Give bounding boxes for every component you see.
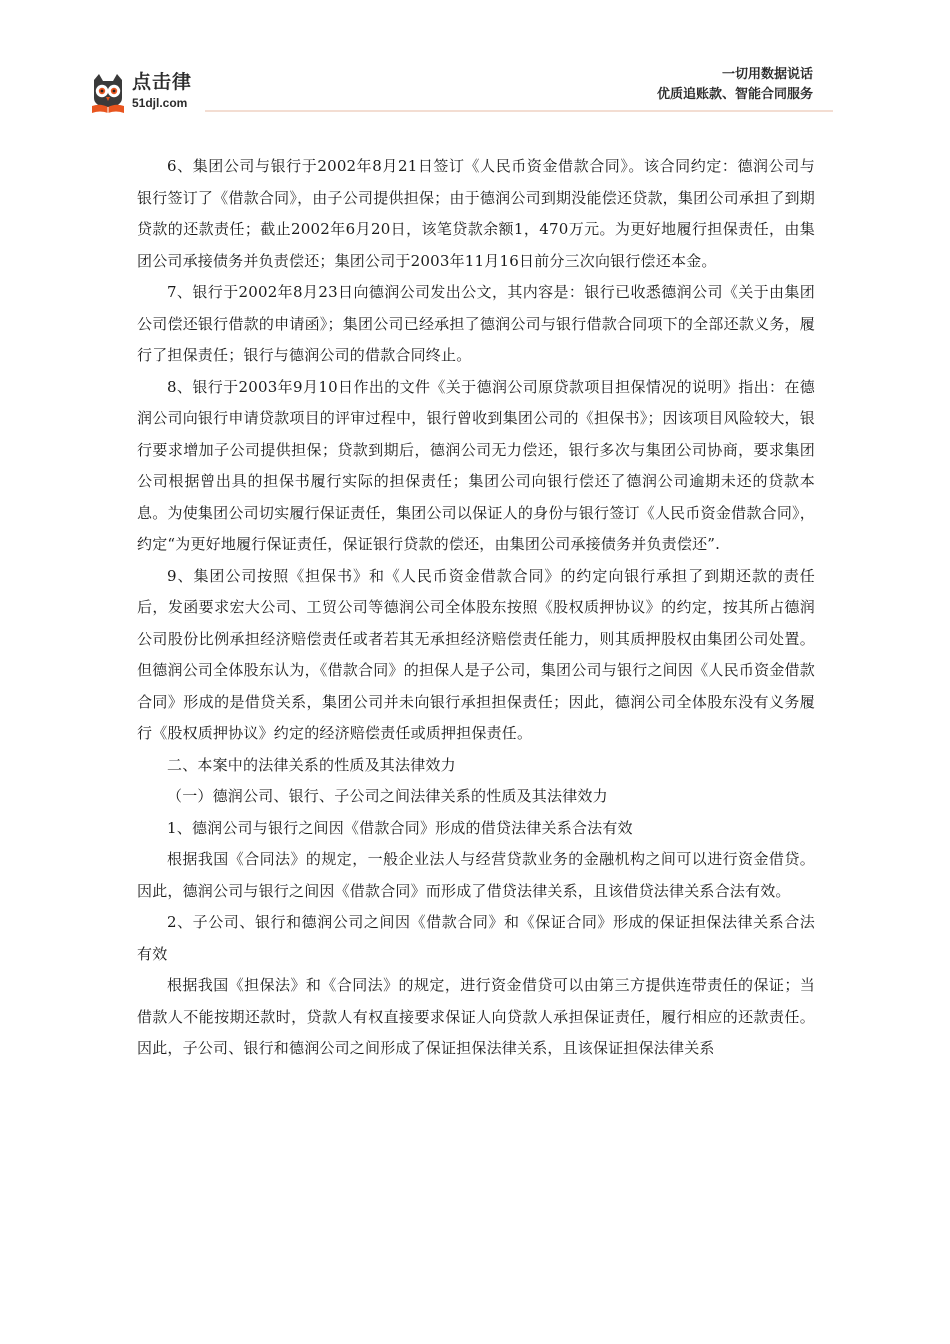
paragraph-point-1: 根据我国《合同法》的规定，一般企业法人与经营贷款业务的金融机构之间可以进行资金借贷。因此，德润公司与银行之间因《借款合同》而形成了借贷法律关系，且该借贷法律关系合法有效。 (137, 850, 815, 900)
page-header (0, 0, 950, 115)
header-tagline-secondary: 优质追账款、智能合同服务 (656, 87, 813, 102)
logo-domain: 51djl.com (132, 96, 188, 110)
header-divider (205, 110, 833, 112)
point-heading-1: 1、德润公司与银行之间因《借款合同》形成的借贷法律关系合法有效 (167, 818, 633, 837)
paragraph-item-6: 6、集团公司与银行于2002年8月21日签订《人民币资金借款合同》。该合同约定：德润公司与银行签订了《借款合同》，由子公司提供担保；由于德润公司到期没能偿还贷款，集团公司承担了到期贷款的还款责任；截止2002年6月20日，该笔贷款余额1，470万元。为更好地履行担保责任，由集团公司承接债务并负责偿还；集团公司于2003年11月16日前分三次向银行偿还本金。 (137, 157, 815, 270)
paragraph-point-2: 根据我国《担保法》和《合同法》的规定，进行资金借贷可以由第三方提供连带责任的保证；当借款人不能按期还款时，贷款人有权直接要求保证人向贷款人承担保证责任，履行相应的还款责任。因此，子公司、银行和德润公司之间形成了保证担保法律关系，且该保证担保法律关系 (137, 976, 815, 1057)
paragraph-item-8: 8、银行于2003年9月10日作出的文件《关于德润公司原贷款项目担保情况的说明》指出：在德润公司向银行申请贷款项目的评审过程中，银行曾收到集团公司的《担保书》；因该项目风险较大，银行要求增加子公司提供担保；贷款到期后，德润公司无力偿还，银行多次与集团公司协商，要求集团公司根据曾出具的担保书履行实际的担保责任；集团公司向银行偿还了德润公司逾期未还的贷款本息。为使集团公司切实履行保证责任，集团公司以保证人的身份与银行签订《人民币资金借款合同》，约定“为更好地履行保证责任，保证银行贷款的偿还，由集团公司承接债务并负责偿还”. (137, 377, 815, 553)
subsection-heading-1: （一）德润公司、银行、子公司之间法律关系的性质及其法律效力 (167, 787, 608, 805)
point-heading-2: 2、子公司、银行和德润公司之间因《借款合同》和《保证合同》形成的保证担保法律关系合法有效 (137, 913, 815, 963)
logo-text: 点击律 (132, 71, 193, 93)
header-tagline-primary: 一切用数据说话 (721, 67, 813, 82)
paragraph-item-7: 7、银行于2002年8月23日向德润公司发出公文，其内容是：银行已收悉德润公司《关于由集团公司偿还银行借款的申请函》；集团公司已经承担了德润公司与银行借款合同项下的全部还款义务，履行了担保责任；银行与德润公司的借款合同终止。 (137, 283, 815, 364)
owl-logo-icon (88, 72, 128, 114)
paragraph-item-9: 9、集团公司按照《担保书》和《人民币资金借款合同》的约定向银行承担了到期还款的责任后，发函要求宏大公司、工贸公司等德润公司全体股东按照《股权质押协议》的约定，按其所占德润公司股份比例承担经济赔偿责任或者若其无承担经济赔偿责任能力，则其质押股权由集团公司处置。但德润公司全体股东认为，《借款合同》的担保人是子公司，集团公司与银行之间因《人民币资金借款合同》形成的是借贷关系，集团公司并未向银行承担担保责任；因此，德润公司全体股东没有义务履行《股权质押协议》约定的经济赔偿责任或质押担保责任。 (137, 566, 815, 742)
document-body (137, 151, 815, 1065)
section-heading-2: 二、本案中的法律关系的性质及其法律效力 (167, 755, 456, 774)
